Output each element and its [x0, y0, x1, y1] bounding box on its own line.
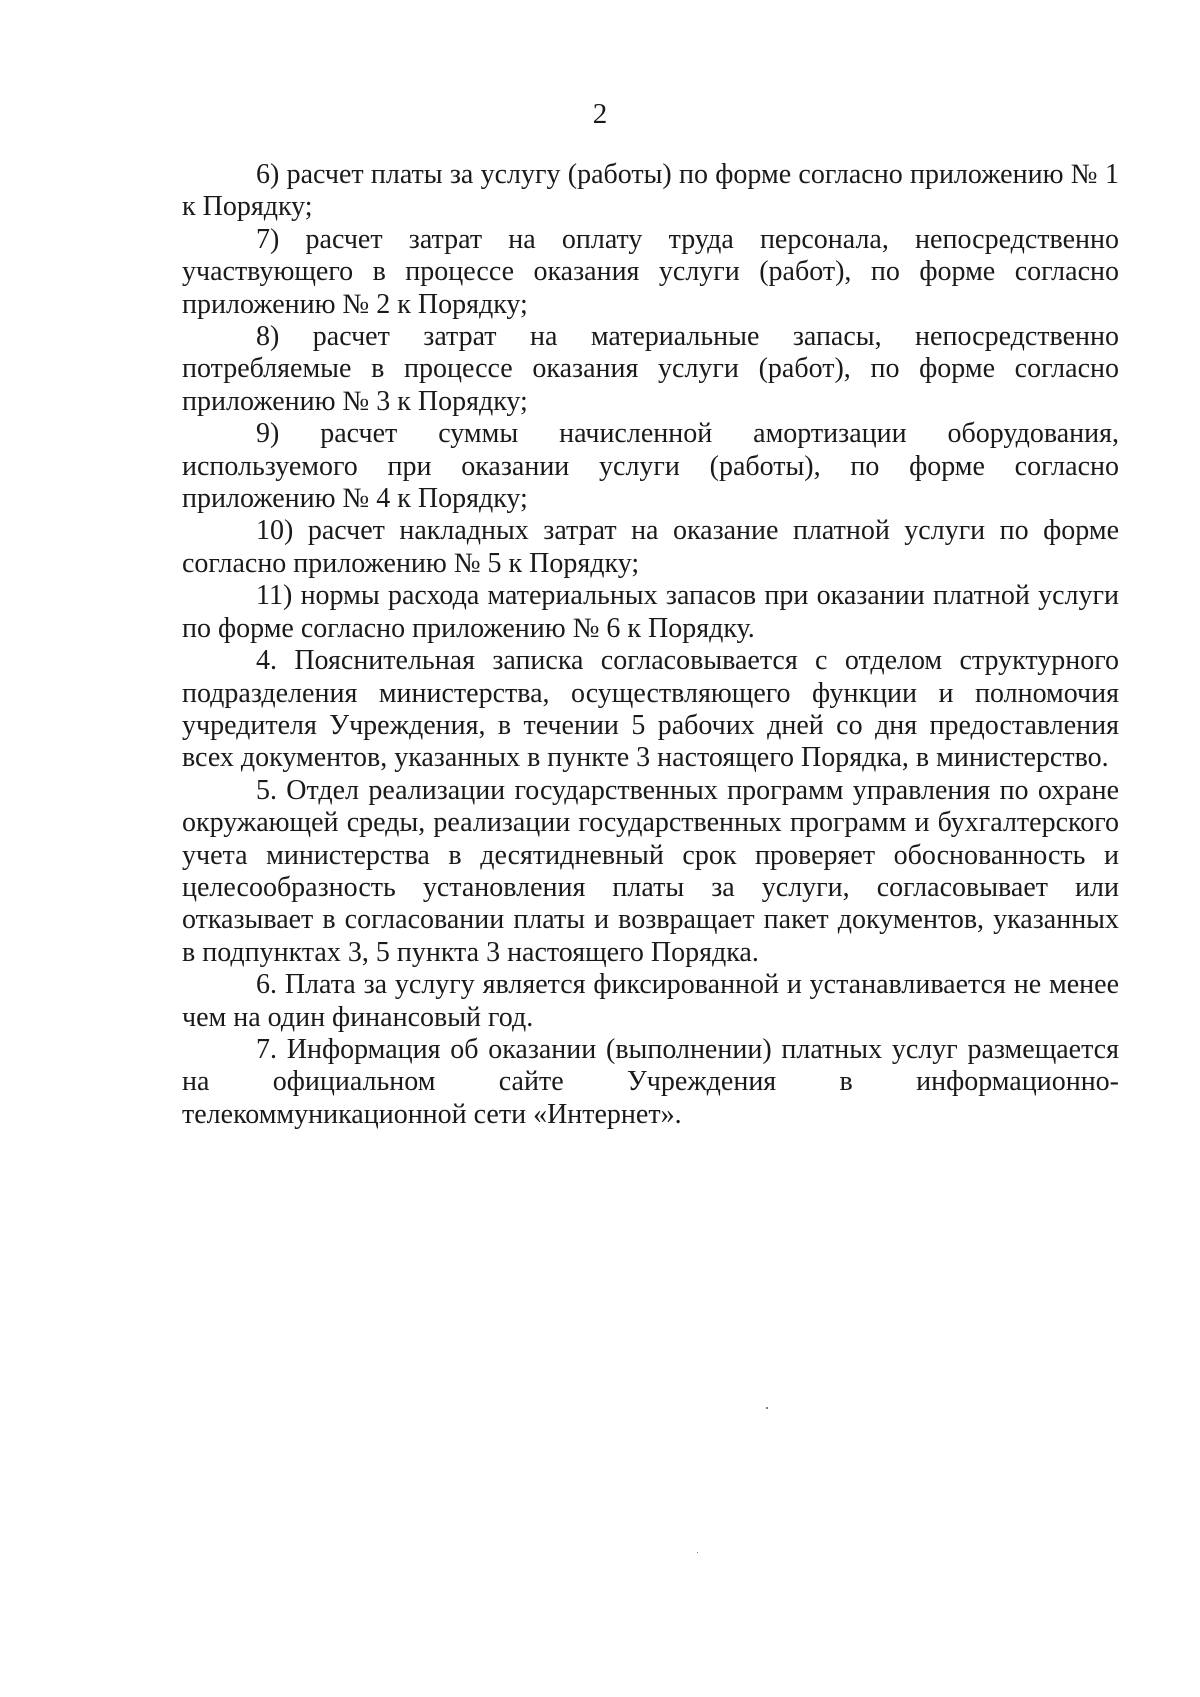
- paragraph-item-6: 6) расчет платы за услугу (работы) по форме согласно приложению № 1 к Порядку;: [182, 159, 1119, 223]
- page-number: 2: [592, 98, 608, 130]
- paragraph-clause-5: 5. Отдел реализации государственных программ управления по охране окружающей среды, реализации государственных программ и бухгалтерского учета министерства в десятидневный срок проверяет обоснованность и целесообразность установления платы за услуги, согласовывает или отказывает в согласовании платы и возвращает пакет документов, указанных в подпунктах 3, 5 пункта 3 настоящего Порядка.: [182, 774, 1119, 968]
- paragraph-clause-6: 6. Плата за услугу является фиксированной и устанавливается не менее чем на один финансовый год.: [182, 969, 1119, 1033]
- scan-speck: [766, 1407, 768, 1409]
- paragraph-clause-7: 7. Информация об оказании (выполнении) платных услуг размещается на официальном сайте Учреждения в информационно-телекоммуникационной сети «Интернет».: [182, 1033, 1119, 1130]
- scan-speck: [697, 1552, 698, 1553]
- paragraph-item-7: 7) расчет затрат на оплату труда персонала, непосредственно участвующего в процессе оказания услуги (работ), по форме согласно приложению № 2 к Порядку;: [182, 223, 1119, 320]
- paragraph-item-9: 9) расчет суммы начисленной амортизации оборудования, используемого при оказании услуги (работы), по форме согласно приложению № 4 к Порядку;: [182, 418, 1119, 515]
- paragraph-item-10: 10) расчет накладных затрат на оказание платной услуги по форме согласно приложению № 5 к Порядку;: [182, 515, 1119, 579]
- paragraph-item-11: 11) нормы расхода материальных запасов при оказании платной услуги по форме согласно приложению № 6 к Порядку.: [182, 580, 1119, 644]
- document-body: [182, 159, 1119, 1131]
- paragraph-item-8: 8) расчет затрат на материальные запасы, непосредственно потребляемые в процессе оказания услуги (работ), по форме согласно приложению № 3 к Порядку;: [182, 321, 1119, 417]
- paragraph-clause-4: 4. Пояснительная записка согласовывается с отделом структурного подразделения министерства, осуществляющего функции и полномочия учредителя Учреждения, в течении 5 рабочих дней со дня предоставления всех документов, указанных в пункте 3 настоящего Порядка, в министерство.: [182, 645, 1119, 774]
